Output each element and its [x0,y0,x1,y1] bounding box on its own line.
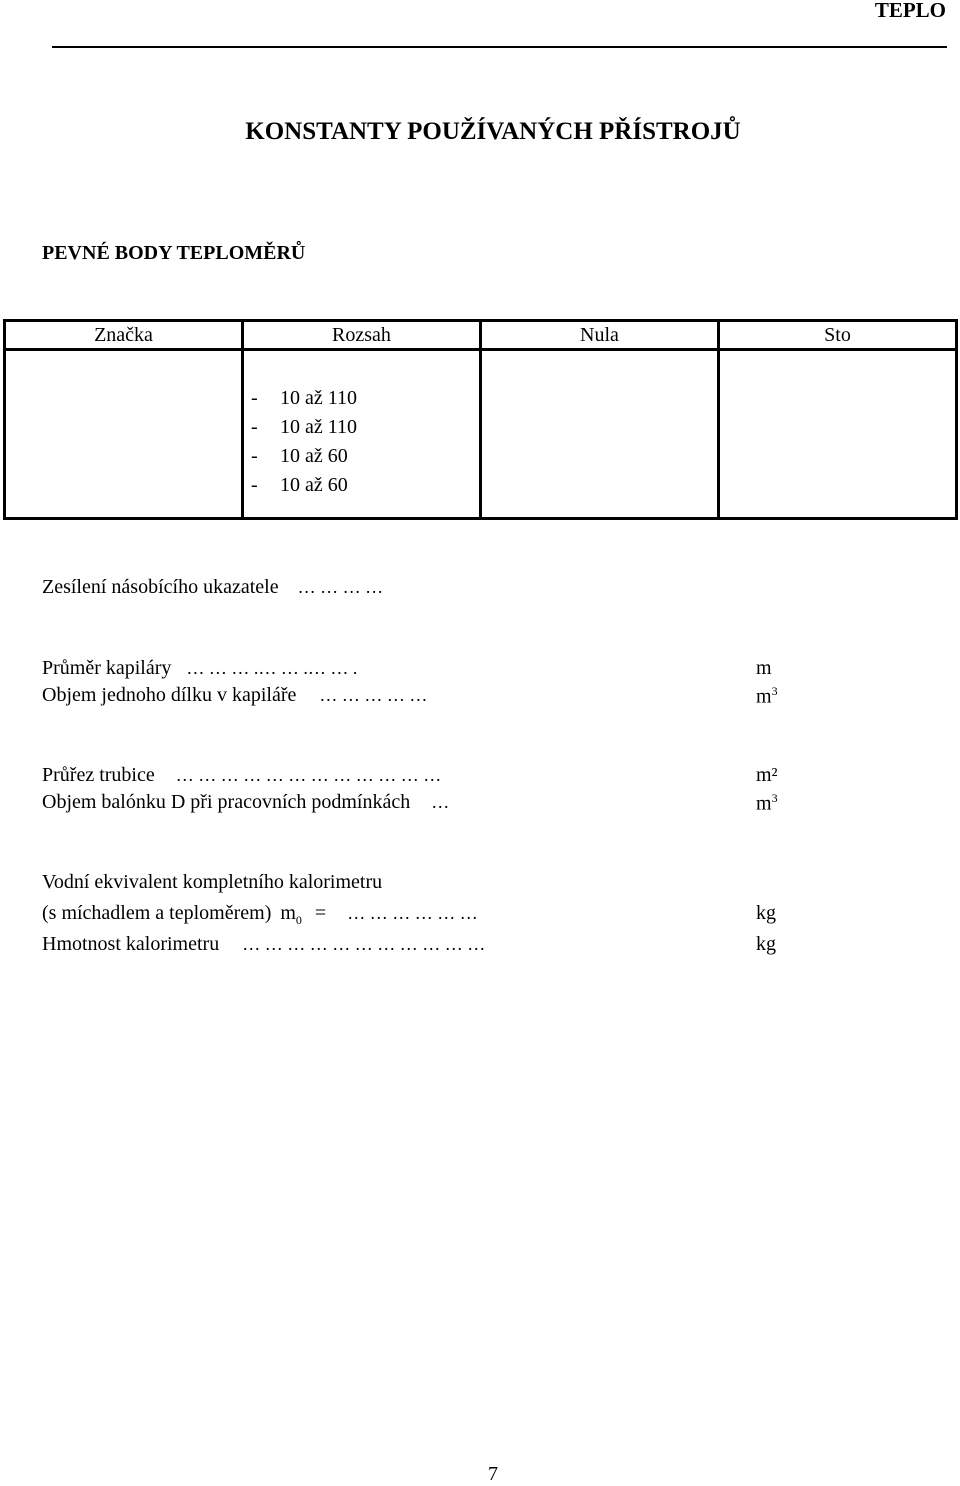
field-label: Průměr kapiláry [42,657,172,679]
range-dash: - [251,474,258,496]
field-label: Zesílení násobícího ukazatele [42,576,279,598]
field-vodni-ekvivalent-label: Vodní ekvivalent kompletního kalorimetru [42,871,383,893]
unit-exponent: 3 [771,791,778,805]
field-objem-dilku [42,684,427,707]
fill-dots: … [431,792,450,812]
fill-dots: … … … … [297,577,384,597]
fill-dots: … … … … … [319,685,428,705]
table-cell-nula [481,350,719,519]
range-list [244,351,479,500]
equals-sign: = [314,902,327,924]
range-text: 10 až 110 [280,416,358,438]
field-hmotnost [42,933,485,956]
range-dash: - [251,445,258,467]
range-dash: - [251,387,258,409]
field-label: Objem balónku D při pracovních podmínkách [42,791,411,813]
page-number: 7 [488,1463,498,1485]
field-label: Hmotnost kalorimetru [42,933,220,955]
unit-label: kg [756,902,776,924]
list-item [251,442,479,471]
field-prumer [42,657,357,680]
section-title: PEVNÉ BODY TEPLOMĚRŮ [42,242,306,264]
range-text: 10 až 110 [280,387,358,409]
field-vodni-ekvivalent [42,902,478,928]
thermometer-table [3,319,958,520]
unit-label: m [756,657,772,679]
fill-dots: … … … … … … … … … … … … [175,765,442,785]
range-dash: - [251,416,258,438]
field-label: (s míchadlem a teploměrem) [42,902,272,924]
list-item [251,413,479,442]
unit-label [756,791,778,816]
table-cell-sto [719,350,957,519]
list-item [251,471,479,500]
symbol-m0 [280,902,302,927]
header-title: TEPLO [874,0,946,22]
field-label: Průřez trubice [42,764,155,786]
fill-dots: … … … … … … [347,903,478,923]
field-objem-balonku [42,791,449,814]
symbol-subscript: 0 [295,913,302,927]
range-text: 10 až 60 [280,445,348,467]
page-title: KONSTANTY POUŽÍVANÝCH PŘÍSTROJŮ [245,118,741,145]
symbol-base: m [280,902,296,924]
unit-base: m [756,685,772,708]
header-rule [52,46,947,48]
table-header-row [5,321,957,350]
unit-exponent: 3 [771,684,778,698]
unit-label: m² [756,764,778,786]
fill-dots: … … … .… … .… … . [186,658,358,678]
column-header-sto: Sto [719,321,957,350]
column-header-rozsah: Rozsah [243,321,481,350]
unit-label [756,684,778,709]
field-zesileni [42,576,383,599]
column-header-znacka: Značka [5,321,243,350]
table-cell-rozsah [243,350,481,519]
fill-dots: … … … … … … … … … … … [242,934,486,954]
range-text: 10 až 60 [280,474,348,496]
table-cell-znacka [5,350,243,519]
list-item [251,384,479,413]
field-label: Objem jednoho dílku v kapiláře [42,684,297,706]
field-prurez [42,764,441,787]
column-header-nula: Nula [481,321,719,350]
unit-base: m [756,792,772,815]
unit-label: kg [756,933,776,955]
table-row [5,350,957,519]
